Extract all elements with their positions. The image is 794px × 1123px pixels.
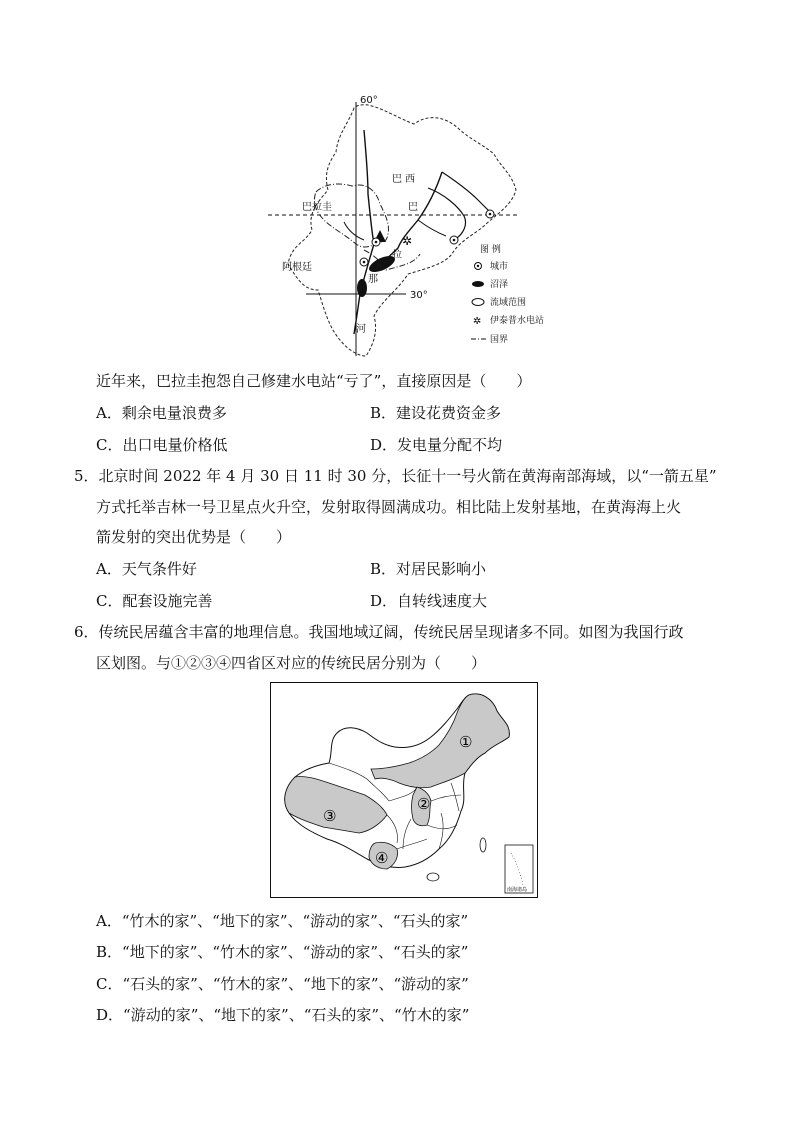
brazil-label: 巴 西 xyxy=(392,174,416,185)
iguacu-river xyxy=(418,220,446,236)
hydro-station-icon: ✲ xyxy=(473,316,482,327)
legend-title: 图 例 xyxy=(480,245,501,255)
marker-3: ③ xyxy=(323,807,337,825)
city-corrientes-icon xyxy=(360,258,368,266)
legend-station-label: 伊泰普水电站 xyxy=(490,316,545,326)
q5-stem-line-2: 方式托举吉林一号卫星点火升空，发射取得圆满成功。相比陆上发射基地，在黄海海上火 xyxy=(96,498,682,516)
q6-option-c[interactable]: C．“石头的家”、“竹木的家”、“地下的家”、“游动的家” xyxy=(96,975,469,993)
paraguay-river xyxy=(354,130,374,334)
q6-stem-line-2: 区划图。与①②③④四省区对应的传统民居分别为（ ） xyxy=(96,654,487,672)
china-map-frame xyxy=(270,682,538,898)
city-sao-paulo-icon xyxy=(486,210,494,218)
hainan-island xyxy=(427,873,439,881)
q6-option-d[interactable]: D．“游动的家”、“地下的家”、“石头的家”、“竹木的家” xyxy=(96,1006,470,1024)
q5-stem-line-1: 5．北京时间 2022 年 4 月 30 日 11 时 30 分，长征十一号火箭在黄海南部海域，以“一箭五星” xyxy=(74,467,717,485)
marker-2: ② xyxy=(417,795,431,813)
q6-stem-line-1: 6．传统民居蕴含丰富的地理信息。我国地域辽阔，传统民居呈现诸多不同。如图为我国行政 xyxy=(74,623,684,641)
legend-swamp-label: 沼泽 xyxy=(490,280,509,290)
river-na-label: 那 xyxy=(368,274,378,285)
q4-option-a[interactable]: A．剩余电量浪费多 xyxy=(96,404,227,422)
legend-border-label: 国界 xyxy=(490,335,509,345)
swamp-icon xyxy=(472,281,484,287)
legend-city-label: 城市 xyxy=(490,262,509,272)
tiete-river xyxy=(442,172,490,212)
q4-option-b[interactable]: B．建设花费资金多 xyxy=(370,404,502,422)
q4-option-d[interactable]: D．发电量分配不均 xyxy=(370,436,503,454)
city-icon xyxy=(475,263,482,270)
river-he-label: 河 xyxy=(356,324,366,335)
paranapanema-river xyxy=(428,188,466,240)
paraguay-label: 巴拉圭 xyxy=(302,202,332,213)
parana-river xyxy=(374,172,442,270)
lat-30-label: 30° xyxy=(410,290,428,301)
china-map xyxy=(271,683,537,897)
q5-stem-line-3: 箭发射的突出优势是（ ） xyxy=(96,528,292,546)
q6-option-b[interactable]: B．“地下的家”、“竹木的家”、“游动的家”、“石头的家” xyxy=(96,943,469,961)
city-parana-icon xyxy=(450,236,458,244)
river-la-label: 拉 xyxy=(392,250,402,261)
south-china-sea-inset xyxy=(505,845,533,893)
q5-option-a[interactable]: A．天气条件好 xyxy=(96,560,197,578)
swamp-lower xyxy=(357,279,367,297)
itaipu-station-icon: ✲ xyxy=(402,234,413,248)
legend-basin-label: 流域范围 xyxy=(490,298,527,308)
south-america-map xyxy=(268,94,545,362)
marker-1: ① xyxy=(459,733,473,751)
inset-label: 南海诸岛 xyxy=(507,887,528,893)
q5-option-c[interactable]: C．配套设施完善 xyxy=(96,592,213,610)
lon-60-label: 60° xyxy=(360,95,378,106)
river-ba-label: 巴 xyxy=(408,202,418,213)
map-legend xyxy=(471,243,544,345)
city-asuncion-icon xyxy=(372,238,380,246)
q4-option-c[interactable]: C．出口电量价格低 xyxy=(96,436,228,454)
q4-stem: 近年来，巴拉圭抱怨自己修建水电站“亏了”，直接原因是（ ） xyxy=(96,372,532,390)
argentina-label: 阿根廷 xyxy=(282,262,312,273)
basin-icon xyxy=(472,299,484,306)
marker-4: ④ xyxy=(375,849,389,867)
basin-outline xyxy=(288,105,516,356)
q5-option-b[interactable]: B．对居民影响小 xyxy=(370,560,487,578)
q6-option-a[interactable]: A．“竹木的家”、“地下的家”、“游动的家”、“石头的家” xyxy=(96,912,469,930)
q5-option-d[interactable]: D．自转线速度大 xyxy=(370,592,488,610)
taiwan-island xyxy=(480,838,486,852)
